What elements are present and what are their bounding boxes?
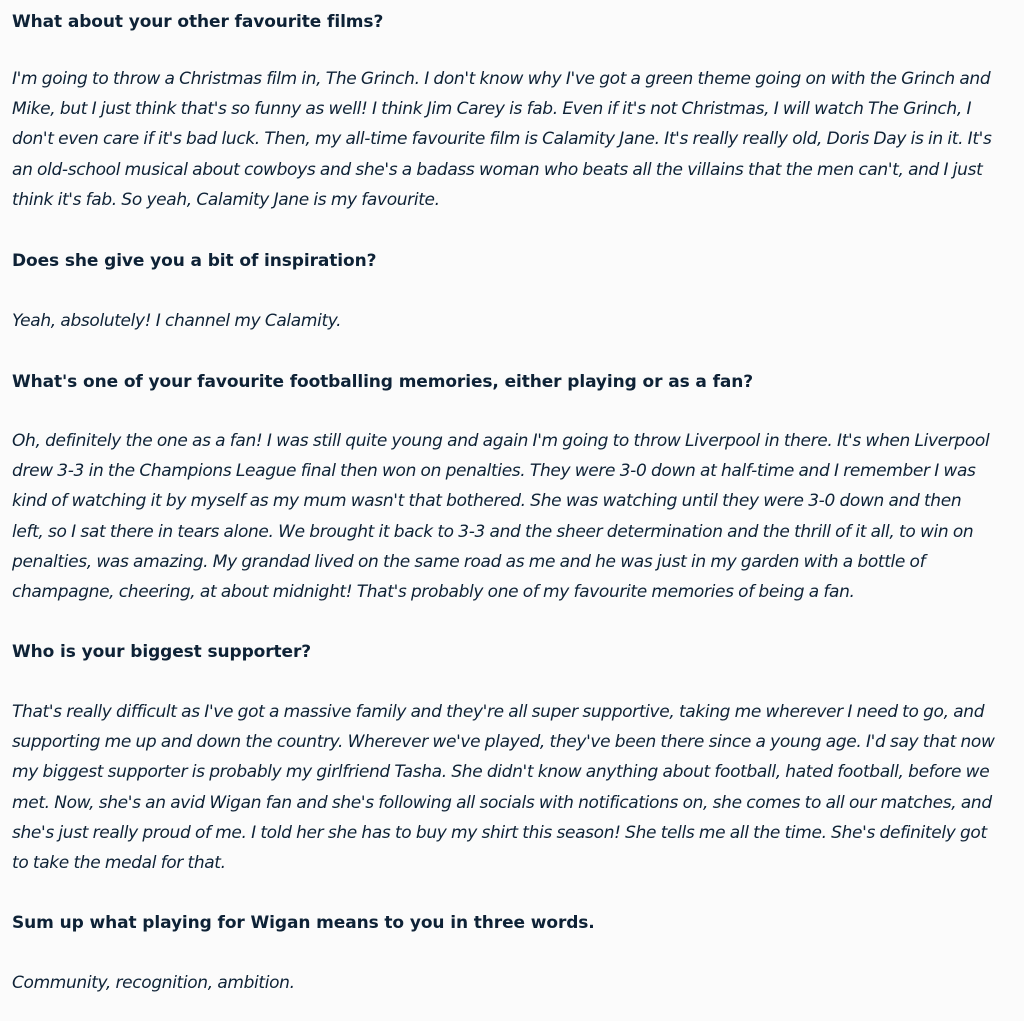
interview-answer: I'm going to throw a Christmas film in, The Grinch. I don't know why I've got a green theme going on with the Grinch and Mike, but I just think that's so funny as well! I think Jim Carey is fab. Even if it's not Christmas, I will watch The Grinch, I don't even care if it's bad luck. Then, my all-time favourite film is Calamity Jane. It's really really old, Doris Day is in it. It's an old-school musical about cowboys and she's a badass woman who beats all the villains that the men can't, and I just think it's fab. So yeah, Calamity Jane is my favourite. bbox=[12, 69, 992, 210]
interview-answer: Community, recognition, ambition. bbox=[12, 973, 295, 993]
interview-answer: Yeah, absolutely! I channel my Calamity. bbox=[12, 311, 342, 331]
interview-question: What about your other favourite films? bbox=[12, 12, 384, 32]
interview-question: What's one of your favourite footballing memories, either playing or as a fan? bbox=[12, 372, 754, 392]
interview-question: Sum up what playing for Wigan means to you in three words. bbox=[12, 913, 595, 933]
interview-question: Who is your biggest supporter? bbox=[12, 642, 312, 662]
interview-answer: That's really difficult as I've got a massive family and they're all super supportive, taking me wherever I need to go, and supporting me up and down the country. Wherever we've played, they've been there since a young age. I'd say that now my biggest supporter is probably my girlfriend Tasha. She didn't know anything about football, hated football, before we met. Now, she's an avid Wigan fan and she's following all socials with notifications on, she comes to all our matches, and she's just really proud of me. I told her she has to buy my shirt this season! She tells me all the time. She's definitely got to take the medal for that. bbox=[12, 702, 995, 874]
interview-question: Does she give you a bit of inspiration? bbox=[12, 251, 377, 271]
interview-answer: Oh, definitely the one as a fan! I was still quite young and again I'm going to throw Liverpool in there. It's when Liverpool drew 3-3 in the Champions League final then won on penalties. They were 3-0 down at half-time and I remember I was kind of watching it by myself as my mum wasn't that bothered. She was watching until they were 3-0 down and then left, so I sat there in tears alone. We brought it back to 3-3 and the sheer determination and the thrill of it all, to win on penalties, was amazing. My grandad lived on the same road as me and he was just in my garden with a bottle of champagne, cheering, at about midnight! That's probably one of my favourite memories of being a fan. bbox=[12, 431, 990, 603]
